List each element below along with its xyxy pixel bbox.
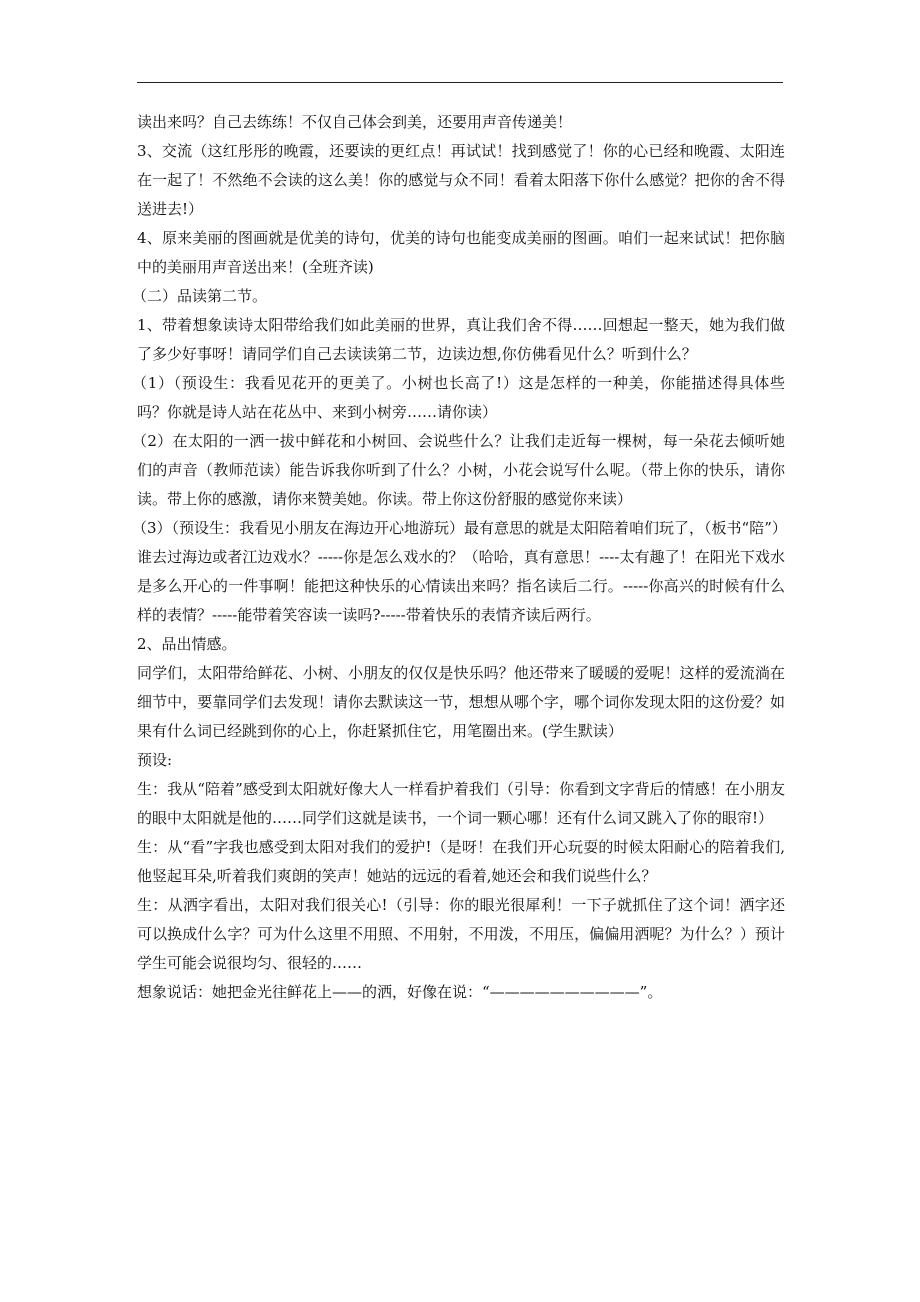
paragraph-student-accompany: 生：我从“陪着”感受到太阳就好像大人一样看护着我们（引导：你看到文字背后的情感！在小朋友的眼中太阳就是他的……同学们这就是读书，一个词一颗心哪！还有什么词又跳入了你的眼帘!） (137, 780, 785, 827)
paragraph-step-3-exchange: 3、交流（这红彤彤的晚霞，还要读的更红点！再试试！找到感觉了！你的心已经和晚霞、太阳连在一起了！不然绝不会读的这么美！你的感觉与众不同！看着太阳落下你什么感觉？把你的舍不得送进去!） (137, 142, 785, 218)
paragraph-step-4-read-together: 4、原来美丽的图画就是优美的诗句，优美的诗句也能变成美丽的图画。咱们一起来试试！把你脑中的美丽用声音送出来！(全班齐读) (137, 229, 785, 276)
paragraph-read-aloud: 读出来吗？自己去练练！不仅自己体会到美，还要用声音传递美！ (137, 113, 573, 131)
paragraph-preset-2: （2）在太阳的一洒一拔中鲜花和小树回、会说些什么？让我们走近每一棵树，每一朵花去倾听她们的声音（教师范读）能告诉我你听到了什么？小树，小花会说写什么呢。（带上你的快乐，请你读。带上你的感激，请你来赞美她。你读。带上你这份舒服的感觉你来读） (132, 432, 785, 508)
paragraph-student-look: 生：从“看”字我也感受到太阳对我们的爱护!（是呀！在我们开心玩耍的时候太阳耐心的陪着我们,他竖起耳朵,听着我们爽朗的笑声！她站的远远的看着,她还会和我们说些什么？ (137, 838, 785, 885)
document-body (132, 108, 787, 1007)
section-heading-part-2: （二）品读第二节。 (132, 287, 268, 305)
paragraph-preset-3: （3）（预设生：我看见小朋友在海边开心地游玩）最有意思的就是太阳陪着咱们玩了，（板书“陪”） (132, 519, 787, 537)
paragraph-imagine-reading: 1、带着想象读诗太阳带给我们如此美丽的世界，真让我们舍不得……回想起一整天，她为我们做了多少好事呀！请同学们自己去读读第二节，边读边想,你仿佛看见什么？听到什么？ (137, 316, 785, 363)
paragraph-step-2-emotion: 2、品出情感。 (137, 635, 237, 653)
header-rule (137, 82, 783, 83)
paragraph-preset-1: （1）（预设生：我看见花开的更美了。小树也长高了!）这是怎样的一种美，你能描述得具体些吗？你就是诗人站在花丛中、来到小树旁……请你读） (132, 374, 785, 421)
paragraph-warm-love: 同学们，太阳带给鲜花、小树、小朋友的仅仅是快乐吗？他还带来了暖暖的爱呢！这样的爱流淌在细节中，要靠同学们去发现！请你去默读这一节，想想从哪个字，哪个词你发现太阳的这份爱？如果有什么词已经跳到你的心上，你赶紧抓住它，用笔圈出来。(学生默读） (137, 664, 785, 740)
paragraph-water-play: 谁去过海边或者江边戏水？-----你是怎么戏水的？（哈哈，真有意思！----太有趣了！在阳光下戏水是多么开心的一件事啊！能把这种快乐的心情读出来吗？指名读后二行。-----你高兴的时候有什么样的表情？-----能带着笑容读一读吗?-----带着快乐的表情齐读后两行。 (137, 548, 785, 624)
paragraph-imagine-speaking: 想象说话：她把金光往鲜花上——的洒，好像在说：“——————————”。 (137, 983, 663, 1001)
paragraph-student-sprinkle: 生：从洒字看出，太阳对我们很关心!（引导：你的眼光很犀利！一下子就抓住了这个词！洒字还可以换成什么字？可为什么这里不用照、不用射，不用泼，不用压，偏偏用洒呢？为什么？）预计学生可能会说很均匀、很轻的…… (137, 896, 785, 972)
paragraph-preset-label: 预设: (137, 751, 173, 769)
